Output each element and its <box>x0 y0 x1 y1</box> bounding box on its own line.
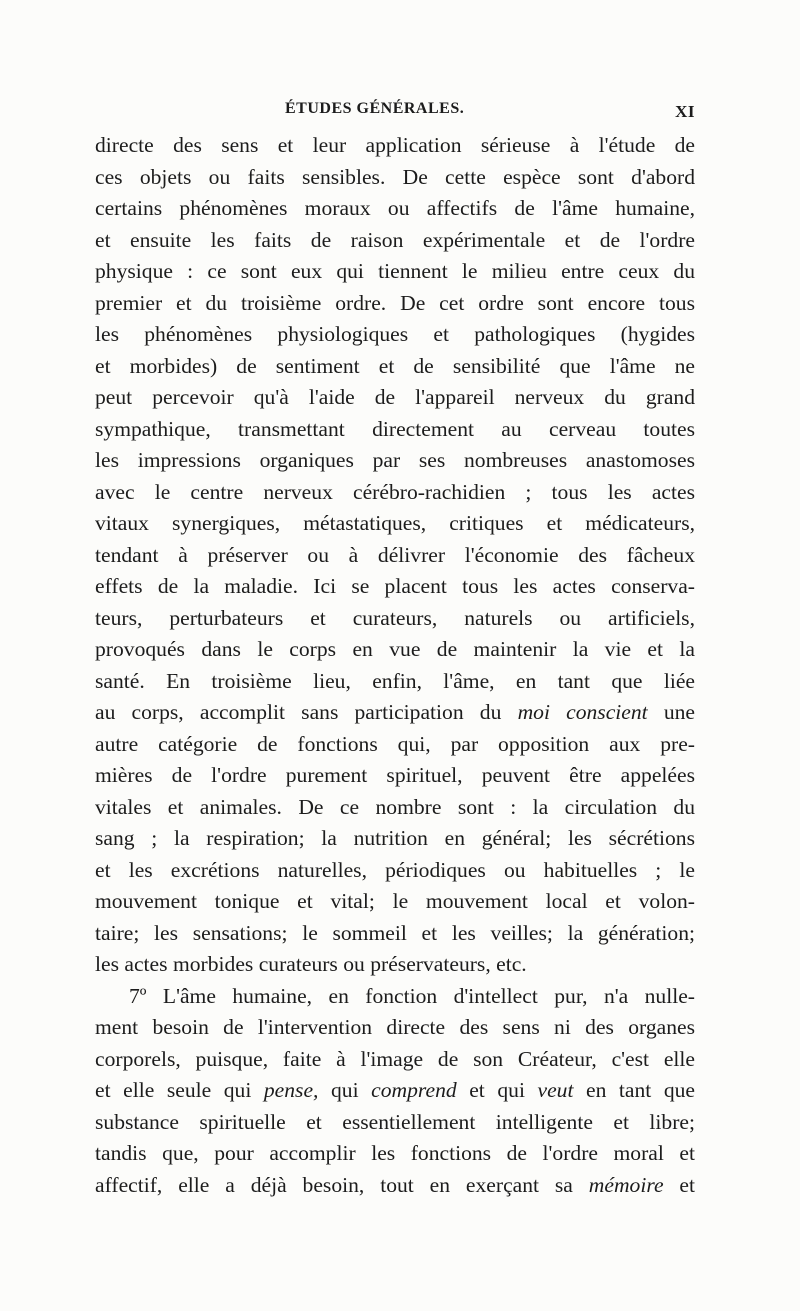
text-line: effets de la maladie. Ici se placent tous les actes conserva- <box>95 574 695 598</box>
italic-phrase: mémoire <box>588 1172 664 1197</box>
text-line: les impressions organiques par ses nombreuses anastomoses <box>95 448 695 472</box>
text-line: vitaux synergiques, métastatiques, critiques et médicateurs, <box>95 511 695 535</box>
text-line <box>95 1170 695 1202</box>
page-content <box>95 94 695 1201</box>
text-line: provoqués dans le corps en vue de maintenir la vie et la <box>95 637 695 661</box>
text-line: corporels, puisque, faite à l'image de son Créateur, c'est elle <box>95 1046 695 1071</box>
text-line: tendant à préserver ou à délivrer l'économie des fâcheux <box>95 542 695 567</box>
text-line: tandis que, pour accomplir les fonctions de l'ordre moral et <box>95 1141 695 1165</box>
text-run: au corps, accomplit sans participation du <box>95 700 518 724</box>
text-line: mières de l'ordre purement spirituel, peuvent être appelées <box>95 763 695 787</box>
text-line: teurs, perturbateurs et curateurs, naturels ou artificiels, <box>95 605 695 630</box>
text-line: les actes morbides curateurs ou préservateurs, etc. <box>95 952 527 976</box>
paragraph-start-line: 7º L'âme humaine, en fonction d'intellect pur, n'a nulle- <box>129 983 695 1008</box>
text-line <box>95 697 695 729</box>
running-title: ÉTUDES GÉNÉRALES. <box>285 100 465 117</box>
text-line: sang ; la respiration; la nutrition en général; les sécrétions <box>95 826 695 850</box>
text-line: santé. En troisième lieu, enfin, l'âme, en tant que liée <box>95 668 695 693</box>
body-text <box>95 130 695 1201</box>
text-line: substance spirituelle et essentiellement intelligente et libre; <box>95 1109 695 1134</box>
text-line: autre catégorie de fonctions qui, par opposition aux pre- <box>95 731 695 756</box>
italic-phrase: moi conscient <box>517 700 648 724</box>
text-line: physique : ce sont eux qui tiennent le milieu entre ceux du <box>95 259 695 283</box>
text-line: avec le centre nerveux cérébro-rachidien ; tous les actes <box>95 479 695 504</box>
text-line: et morbides) de sentiment et de sensibilité que l'âme ne <box>95 353 695 378</box>
text-line: sympathique, transmettant directement au cerveau toutes <box>95 416 695 441</box>
text-line <box>95 1075 695 1107</box>
text-line: peut percevoir qu'à l'aide de l'appareil nerveux du grand <box>95 385 695 409</box>
text-line: et les excrétions naturelles, périodiques ou habituelles ; le <box>95 857 695 882</box>
text-line: ces objets ou faits sensibles. De cette espèce sont d'abord <box>95 164 695 189</box>
text-line: directe des sens et leur application sérieuse à l'étude de <box>95 133 695 157</box>
text-run: une <box>647 700 696 724</box>
text-run: qui <box>318 1078 372 1102</box>
text-line: vitales et animales. De ce nombre sont : la circulation du <box>95 794 695 819</box>
text-run: en tant que <box>573 1078 696 1102</box>
italic-phrase: veut <box>537 1078 574 1102</box>
page-number: XI <box>675 102 695 121</box>
text-line: mouvement tonique et vital; le mouvement local et volon- <box>95 889 695 913</box>
text-run: affectif, elle a déjà besoin, tout en exerçant sa <box>95 1172 589 1197</box>
text-line: ment besoin de l'intervention directe des sens ni des organes <box>95 1015 695 1039</box>
text-run: et <box>663 1172 696 1197</box>
text-line: certains phénomènes moraux ou affectifs de l'âme humaine, <box>95 196 695 220</box>
text-run: et elle seule qui <box>95 1078 264 1102</box>
text-line: taire; les sensations; le sommeil et les veilles; la génération; <box>95 920 695 945</box>
italic-phrase: comprend <box>371 1078 457 1102</box>
running-head <box>95 94 695 130</box>
text-line: les phénomènes physiologiques et pathologiques (hygides <box>95 322 695 346</box>
italic-phrase: pense, <box>263 1078 319 1102</box>
text-line: et ensuite les faits de raison expérimentale et de l'ordre <box>95 227 695 252</box>
text-line: premier et du troisième ordre. De cet ordre sont encore tous <box>95 290 695 315</box>
text-run: et qui <box>456 1078 538 1102</box>
